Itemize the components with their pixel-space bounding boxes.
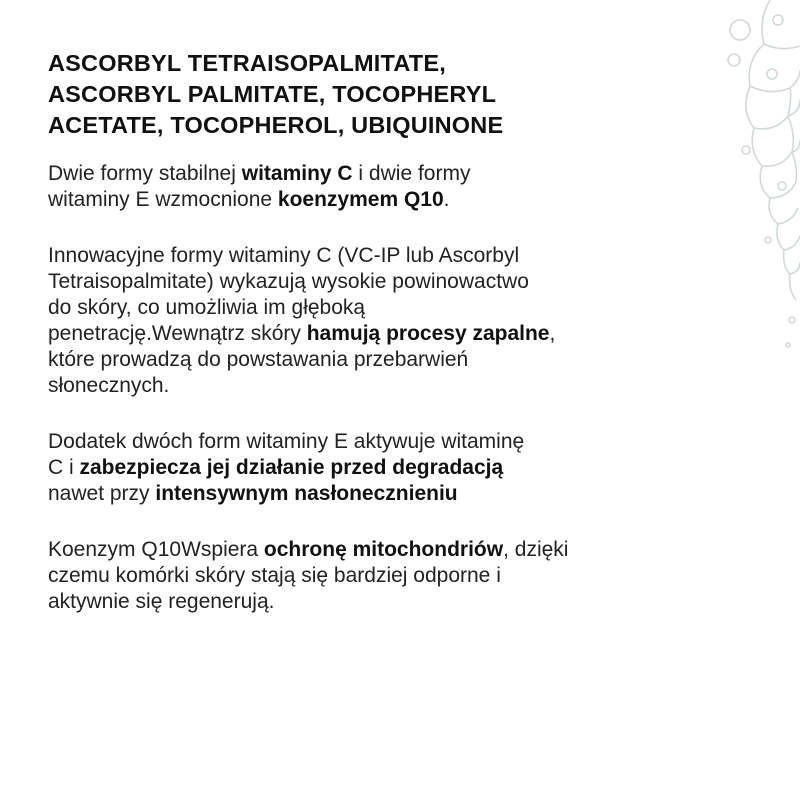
heading-line: ASCORBYL TETRAISOPALMITATE, [48, 50, 446, 76]
paragraph-vitamin-c [48, 243, 728, 399]
text-line: słonecznych. [48, 374, 170, 397]
paragraph-coenzyme-q10 [48, 537, 728, 615]
heading-line: ACETATE, TOCOPHEROL, UBIQUINONE [48, 112, 504, 138]
bold-text: witaminy C [241, 162, 353, 185]
heading-line: ASCORBYL PALMITATE, TOCOPHERYL [48, 81, 497, 107]
text-run: , [549, 322, 556, 345]
bold-text: intensywnym nasłonecznieniu [155, 482, 458, 505]
text-line [48, 187, 728, 213]
bold-text: koenzymem Q10 [277, 188, 444, 211]
bold-text: zabezpiecza jej działanie przed degradacją [79, 456, 504, 479]
text-run: , dzięki [503, 538, 569, 561]
text-run: i dwie formy [352, 162, 471, 185]
paragraph-vitamin-forms [48, 161, 728, 213]
text-run: penetrację.Wewnątrz skóry [48, 322, 307, 345]
text-line [48, 455, 728, 481]
text-line [48, 481, 728, 507]
text-line [48, 321, 728, 347]
bold-text: hamują procesy zapalne [306, 322, 550, 345]
text-run: nawet przy [48, 482, 156, 505]
text-line: czemu komórki skóry stają się bardziej odporne i [48, 564, 501, 587]
paragraph-vitamin-e [48, 429, 728, 507]
text-line: do skóry, co umożliwia im głęboką [48, 296, 366, 319]
text-line: Innowacyjne formy witaminy C (VC-IP lub Ascorbyl [48, 244, 520, 267]
ingredients-heading [48, 48, 728, 141]
bold-text: ochronę mitochondriów [263, 538, 504, 561]
text-line [48, 537, 728, 563]
text-line [48, 161, 728, 187]
text-line: Tetraisopalmitate) wykazują wysokie powinowactwo [48, 270, 529, 293]
text-run: C i [48, 456, 80, 479]
text-run: . [443, 188, 450, 211]
text-line: Dodatek dwóch form witaminy E aktywuje witaminę [48, 430, 525, 453]
main-content [48, 48, 728, 645]
text-line: które prowadzą do powstawania przebarwień [48, 348, 469, 371]
text-line: aktywnie się regenerują. [48, 590, 275, 613]
text-run: Koenzym Q10Wspiera [48, 538, 264, 561]
text-run: Dwie formy stabilnej [48, 162, 242, 185]
text-run: witaminy E wzmocnione [48, 188, 278, 211]
